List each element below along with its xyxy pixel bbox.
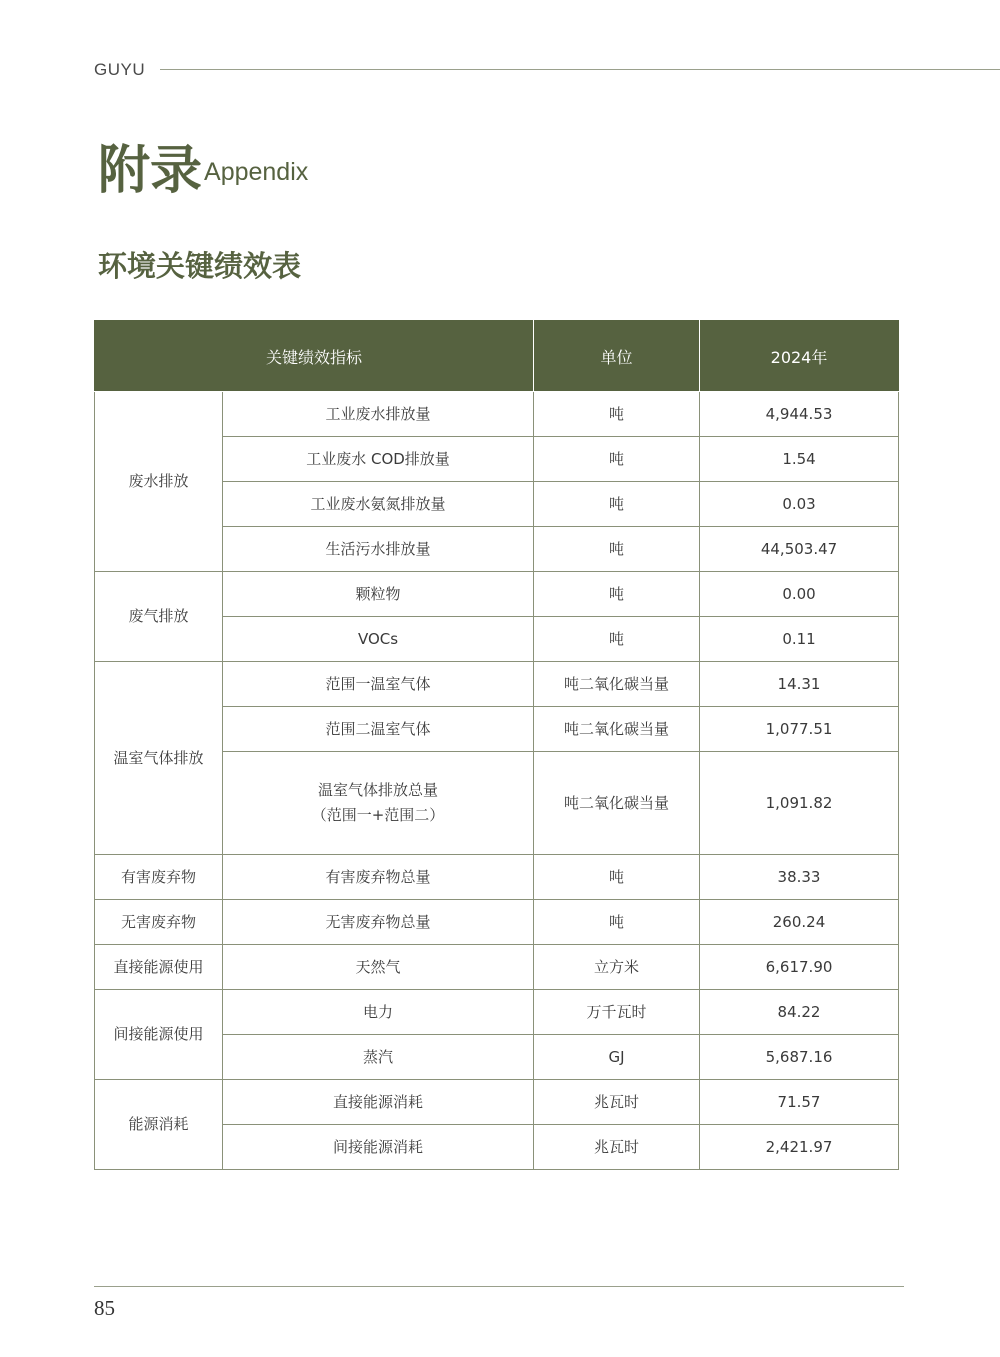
indicator-label: VOCs bbox=[357, 629, 399, 648]
category-cell: 温室气体排放 bbox=[95, 662, 223, 855]
value-cell: 5,687.16 bbox=[700, 1035, 899, 1080]
page-number: 85 bbox=[94, 1296, 115, 1320]
footer-rule bbox=[94, 1286, 904, 1287]
indicator-label: 间接能源消耗 bbox=[333, 1137, 424, 1156]
indicator-label: 生活污水排放量 bbox=[325, 539, 431, 558]
unit-cell: 吨 bbox=[534, 900, 700, 945]
value-cell: 84.22 bbox=[700, 990, 899, 1035]
unit-cell: 万千瓦时 bbox=[534, 990, 700, 1035]
indicator-label: 温室气体排放总量 bbox=[318, 781, 439, 799]
unit-cell: 兆瓦时 bbox=[534, 1125, 700, 1170]
indicator-cell bbox=[223, 990, 534, 1035]
value-cell: 1,091.82 bbox=[700, 752, 899, 855]
unit-cell: 兆瓦时 bbox=[534, 1080, 700, 1125]
unit-cell: 吨 bbox=[534, 855, 700, 900]
value-cell: 6,617.90 bbox=[700, 945, 899, 990]
indicator-cell bbox=[223, 1035, 534, 1080]
indicator-label: 直接能源消耗 bbox=[333, 1092, 424, 1111]
indicator-label: 颗粒物 bbox=[355, 584, 401, 603]
indicator-cell bbox=[223, 900, 534, 945]
indicator-cell bbox=[223, 662, 534, 707]
value-cell: 2,421.97 bbox=[700, 1125, 899, 1170]
value-cell: 71.57 bbox=[700, 1080, 899, 1125]
indicator-label: 无害废弃物总量 bbox=[325, 912, 431, 931]
indicator-label: 蒸汽 bbox=[363, 1047, 394, 1066]
unit-cell: 立方米 bbox=[534, 945, 700, 990]
section-title: 环境关键绩效表 bbox=[98, 251, 302, 283]
table-row bbox=[95, 1080, 899, 1125]
column-header-unit: 单位 bbox=[534, 321, 700, 392]
indicator-label: 范围二温室气体 bbox=[325, 719, 431, 738]
table-header-row bbox=[95, 321, 899, 392]
unit-cell: 吨 bbox=[534, 482, 700, 527]
indicator-label: 有害废弃物总量 bbox=[325, 867, 431, 886]
category-cell: 有害废弃物 bbox=[95, 855, 223, 900]
indicator-cell bbox=[223, 945, 534, 990]
value-cell: 260.24 bbox=[700, 900, 899, 945]
page-title-cn: 附录 bbox=[98, 140, 203, 201]
unit-cell: 吨 bbox=[534, 572, 700, 617]
kpi-table bbox=[94, 320, 899, 1170]
unit-cell: 吨二氧化碳当量 bbox=[534, 707, 700, 752]
value-cell: 0.11 bbox=[700, 617, 899, 662]
value-cell: 44,503.47 bbox=[700, 527, 899, 572]
indicator-label: 工业废水氨氮排放量 bbox=[310, 494, 446, 513]
category-cell: 废气排放 bbox=[95, 572, 223, 662]
indicator-label: 电力 bbox=[363, 1002, 394, 1021]
indicator-cell bbox=[223, 482, 534, 527]
indicator-cell bbox=[223, 1125, 534, 1170]
header-rule bbox=[160, 69, 1000, 70]
indicator-label: 工业废水 COD排放量 bbox=[306, 449, 450, 468]
unit-cell: GJ bbox=[534, 1035, 700, 1080]
indicator-cell bbox=[223, 572, 534, 617]
value-cell: 1.54 bbox=[700, 437, 899, 482]
page-title-en: Appendix bbox=[204, 158, 309, 186]
table-row bbox=[95, 900, 899, 945]
indicator-cell bbox=[223, 437, 534, 482]
indicator-label: 工业废水排放量 bbox=[325, 404, 431, 423]
unit-cell: 吨二氧化碳当量 bbox=[534, 662, 700, 707]
brand-name: GUYU bbox=[94, 60, 146, 79]
table-row bbox=[95, 662, 899, 707]
category-cell: 能源消耗 bbox=[95, 1080, 223, 1170]
unit-cell: 吨 bbox=[534, 527, 700, 572]
table-row bbox=[95, 990, 899, 1035]
unit-cell: 吨 bbox=[534, 617, 700, 662]
indicator-cell bbox=[223, 855, 534, 900]
value-cell: 0.00 bbox=[700, 572, 899, 617]
column-header-year: 2024年 bbox=[700, 321, 899, 392]
category-cell: 无害废弃物 bbox=[95, 900, 223, 945]
indicator-label: 天然气 bbox=[355, 957, 401, 976]
page-title bbox=[98, 128, 308, 203]
category-cell: 间接能源使用 bbox=[95, 990, 223, 1080]
table-row bbox=[95, 855, 899, 900]
indicator-cell bbox=[223, 752, 534, 855]
table-row bbox=[95, 572, 899, 617]
indicator-label: 范围一温室气体 bbox=[325, 674, 431, 693]
column-header-indicator: 关键绩效指标 bbox=[95, 321, 534, 392]
unit-cell: 吨二氧化碳当量 bbox=[534, 752, 700, 855]
value-cell: 0.03 bbox=[700, 482, 899, 527]
indicator-cell bbox=[223, 707, 534, 752]
indicator-cell bbox=[223, 392, 534, 437]
category-cell: 废水排放 bbox=[95, 392, 223, 572]
category-cell: 直接能源使用 bbox=[95, 945, 223, 990]
value-cell: 1,077.51 bbox=[700, 707, 899, 752]
value-cell: 14.31 bbox=[700, 662, 899, 707]
indicator-cell bbox=[223, 617, 534, 662]
indicator-label-line2: （范围一+范围二） bbox=[311, 806, 445, 824]
table-row bbox=[95, 945, 899, 990]
value-cell: 4,944.53 bbox=[700, 392, 899, 437]
unit-cell: 吨 bbox=[534, 392, 700, 437]
indicator-cell bbox=[223, 1080, 534, 1125]
table-row bbox=[95, 392, 899, 437]
indicator-cell bbox=[223, 527, 534, 572]
value-cell: 38.33 bbox=[700, 855, 899, 900]
unit-cell: 吨 bbox=[534, 437, 700, 482]
